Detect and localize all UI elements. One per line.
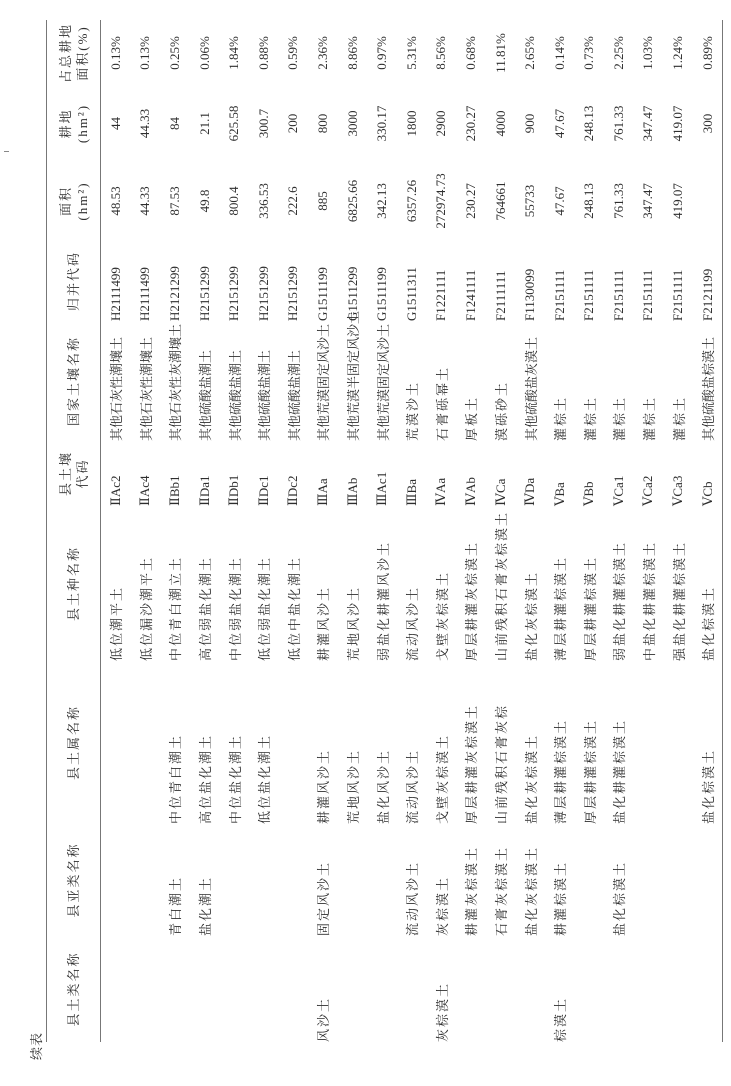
header-label: 归并代码 [66,251,81,312]
cell-county-soil-class [634,936,664,1042]
cell-area: 55733 [522,184,538,218]
cell-national-soil-name: 其他荒漠半固定风沙土 [346,310,362,441]
cell-national-soil-name: 灌棕土 [553,395,569,441]
cell-cultivated-share: 0.68% [462,36,478,70]
cell-national-soil-name: 石膏砾幂土 [434,365,450,441]
cell-national-soil-name: 其他硫酸盐潮土 [198,349,214,441]
header-cultivated-share [47,20,101,86]
cell-merge-code: H2151299 [226,266,242,321]
cell-county-soil-class [693,936,723,1042]
header-label: 面积 [57,186,73,217]
cell-county-soil-genus: 盐化灰棕漠土 [523,733,539,824]
cell-merge-code: H2151299 [285,266,301,321]
cell-cultivated-area: 1800 [403,110,419,137]
cell-area: 230.27 [462,183,478,219]
page-mark [4,151,9,152]
table-row [219,20,249,1042]
cell-area: 48.53 [107,186,123,216]
cell-county-soil-species: 流动风沙土 [405,585,421,661]
cell-national-soil-name: 其他硫酸盐潮土 [227,349,243,441]
header-label: 耕地 [57,108,73,139]
cell-area [693,161,723,241]
cell-cultivated-area: 3000 [344,110,360,137]
cell-county-soil-code: ⅤCa1 [610,475,626,506]
table-row [427,20,457,1042]
cell-area: 87.53 [166,186,182,216]
cell-county-soil-species: 低位中盐化潮土 [286,555,302,661]
table-row [456,20,486,1042]
cell-cultivated-share: 1.03% [640,36,656,70]
cell-cultivated-area: 300.7 [255,108,271,139]
table-row [515,20,545,1042]
header-county-soil-genus [47,661,101,824]
cell-county-soil-code: ⅤBb [581,481,597,506]
table-row [367,20,397,1042]
cell-county-soil-code: ⅤCa2 [640,475,656,506]
cell-county-soil-class [575,936,605,1042]
cell-merge-code: F1221111 [433,269,449,321]
cell-cultivated-share: 0.73% [581,36,597,70]
cell-county-soil-code: ⅡBb1 [166,475,182,506]
cell-national-soil-name: 其他硫酸盐棕漠土 [701,336,717,441]
header-label-unit: 代码 [74,458,90,489]
cell-county-subclass: 青白潮土 [168,875,184,936]
cell-county-soil-genus [634,661,664,824]
cell-national-soil-name: 灌棕土 [641,395,657,441]
cell-area: 44.33 [137,186,153,216]
cell-national-soil-name: 其他硫酸盐灰漠土 [523,336,539,441]
cell-county-soil-class [338,936,368,1042]
cell-county-soil-species: 强盐化耕灌棕漠土 [671,540,687,661]
cell-county-soil-species: 中位青白潮立土 [168,555,184,661]
cell-area: 6357.26 [403,179,419,223]
cell-county-soil-genus: 耕灌风沙土 [316,748,332,824]
cell-county-soil-code: ⅡDb1 [226,474,242,506]
cell-area: 248.13 [581,183,597,219]
cell-national-soil-name: 灌棕土 [582,395,598,441]
cell-county-subclass [693,824,723,936]
cell-national-soil-name: 其他硫酸盐潮土 [257,349,273,441]
cell-cultivated-share: 0.13% [107,36,123,70]
cell-county-soil-species: 弱盐化耕灌风沙土 [375,540,391,661]
cell-area: 347.47 [640,183,656,219]
cell-cultivated-area: 44.33 [137,108,153,139]
header-label: 县土类名称 [66,951,81,1027]
cell-area: 764661 [492,181,508,221]
cell-county-soil-genus: 中位青白潮土 [168,733,184,824]
cell-county-subclass [249,824,279,936]
cell-cultivated-area: 300 [699,113,715,134]
cell-county-subclass: 盐化潮土 [198,875,214,936]
cell-county-soil-code: ⅢAa [314,478,330,506]
table-row [160,20,190,1042]
cell-merge-code: F1130099 [522,268,538,321]
cell-merge-code: F2151111 [581,269,597,321]
cell-county-soil-species: 厚层耕灌灰棕漠土 [464,540,480,661]
cell-cultivated-share: 0.89% [699,36,715,70]
cell-merge-code: F2151111 [551,269,567,321]
cell-cultivated-share: 0.13% [137,36,153,70]
cell-national-soil-name: 其他石灰性灰潮壤土 [168,323,184,441]
cell-county-soil-code: ⅣAb [462,477,478,506]
table-row [604,20,634,1042]
cell-area: 800.4 [226,186,242,216]
cell-county-soil-genus: 荒地风沙土 [346,748,362,824]
cell-county-soil-species: 山前残积石膏灰棕漠土 [494,510,510,661]
cell-county-soil-code: ⅤCb [699,481,715,506]
cell-cultivated-area: 347.47 [640,105,656,142]
cell-county-soil-species: 低位弱盐化潮土 [257,555,273,661]
cell-county-soil-species: 低位漏沙潮平土 [138,555,154,661]
header-county-soil-class [47,936,101,1042]
cell-area: 761.33 [610,183,626,219]
cell-county-soil-class [160,936,190,1042]
header-merge-code [47,241,101,321]
cell-county-soil-genus: 盐化风沙土 [375,748,391,824]
cell-national-soil-name: 其他荒漠固定风沙土 [316,323,332,441]
cell-county-soil-class [397,936,427,1042]
cell-county-soil-class [367,936,397,1042]
cell-county-soil-code: ⅡDa1 [196,475,212,506]
cell-county-subclass [101,824,131,936]
cell-county-soil-class [249,936,279,1042]
cell-cultivated-area: 800 [314,113,330,134]
cell-county-soil-genus: 盐化耕灌棕漠土 [612,718,628,824]
cell-national-soil-name: 其他石灰性潮壤土 [109,336,125,441]
cell-area: 47.67 [551,186,567,216]
cell-county-subclass [131,824,161,936]
table-row [338,20,368,1042]
cell-merge-code: H2111499 [137,267,153,321]
cell-cultivated-area: 44 [107,117,123,130]
cell-county-soil-genus: 薄层耕灌棕漠土 [553,718,569,824]
cell-county-soil-genus [663,661,693,824]
cell-merge-code: F2151111 [610,269,626,321]
header-national-soil-name [47,321,101,441]
cell-cultivated-area: 84 [166,117,182,130]
header-area [47,161,101,241]
cell-county-soil-genus: 山前残积石膏灰棕 [494,703,510,824]
cell-county-soil-genus: 厚层耕灌棕漠土 [582,718,598,824]
header-cultivated-area [47,86,101,161]
cell-merge-code: H2121299 [166,266,182,321]
cell-county-soil-code: ⅤBa [551,482,567,506]
cell-county-subclass: 石膏灰棕漠土 [494,845,510,936]
header-label-unit: (hm²) [74,103,90,144]
table-row [486,20,516,1042]
table-caption: 续表 [29,1031,44,1060]
cell-county-soil-genus: 中位盐化潮土 [227,733,243,824]
cell-county-soil-class [131,936,161,1042]
cell-county-soil-species: 盐化灰棕漠土 [523,570,539,661]
cell-county-soil-code: ⅢAb [344,477,360,506]
cell-county-soil-class: 灰棕漠土 [434,981,450,1042]
cell-county-soil-genus [131,661,161,824]
cell-county-soil-species: 盐化棕漠土 [701,585,717,661]
cell-national-soil-name: 灌棕土 [671,395,687,441]
cell-cultivated-area: 900 [522,113,538,134]
cell-cultivated-share: 0.88% [255,36,271,70]
cell-county-subclass [338,824,368,936]
header-label-unit: (hm²) [74,181,90,221]
cell-merge-code: G1511311 [403,267,419,321]
cell-national-soil-name: 其他荒漠固定风沙土 [375,323,391,441]
cell-cultivated-area: 248.13 [581,105,597,142]
cell-county-subclass [219,824,249,936]
cell-national-soil-name: 厚板土 [464,395,480,441]
cell-cultivated-area: 330.17 [374,105,390,142]
cell-county-soil-class [604,936,634,1042]
header-label: 县土属名称 [66,705,81,781]
cell-merge-code: H2151299 [255,266,271,321]
cell-county-soil-species: 低位潮平土 [109,585,125,661]
cell-cultivated-area: 230.27 [462,105,478,142]
header-label: 国家土壤名称 [66,336,81,427]
table-row [190,20,220,1042]
cell-area: 222.6 [285,186,301,216]
cell-county-soil-class [486,936,516,1042]
cell-county-subclass: 耕灌灰棕漠土 [464,845,480,936]
cell-county-soil-code: ⅣAa [433,477,449,506]
cell-county-soil-code: ⅡDc2 [285,475,301,506]
cell-county-soil-species: 弱盐化耕灌棕漠土 [612,540,628,661]
cell-county-soil-class [279,936,309,1042]
table-row [545,20,575,1042]
cell-county-soil-class: 风沙土 [316,996,332,1042]
cell-area: 272974.73 [433,173,449,229]
cell-cultivated-area: 47.67 [551,108,567,139]
table-row [693,20,723,1042]
cell-county-soil-code: ⅡDc1 [255,475,271,506]
cell-county-soil-code: ⅣCa [492,478,508,506]
cell-county-subclass: 盐化灰棕漠土 [523,845,539,936]
header-label: 县土壤 [57,451,73,497]
cell-merge-code: F2151111 [670,269,686,321]
cell-county-soil-code: ⅡAc2 [107,475,123,506]
cell-cultivated-area: 2900 [433,110,449,137]
table-row [131,20,161,1042]
cell-cultivated-area: 419.07 [670,105,686,142]
table-body [101,20,723,1042]
cell-county-soil-species: 耕灌风沙土 [316,585,332,661]
cell-cultivated-share: 2.25% [610,36,626,70]
cell-county-soil-code: ⅡAc4 [137,475,153,506]
cell-county-soil-species: 戈壁灰棕漠土 [434,570,450,661]
cell-cultivated-share: 0.06% [196,36,212,70]
cell-cultivated-share: 0.25% [166,36,182,70]
cell-merge-code: F2121199 [699,268,715,321]
cell-merge-code: F1241111 [462,269,478,321]
cell-merge-code: F2151111 [640,269,656,321]
cell-county-subclass [575,824,605,936]
cell-national-soil-name: 荒漠沙土 [405,380,421,441]
cell-cultivated-share: 5.31% [403,36,419,70]
table-row [308,20,338,1042]
cell-national-soil-name: 其他硫酸盐潮土 [286,349,302,441]
cell-county-soil-class [101,936,131,1042]
cell-national-soil-name: 灌棕土 [612,395,628,441]
cell-county-soil-class [515,936,545,1042]
cell-cultivated-share: 11.81% [492,33,508,73]
cell-county-soil-code: ⅤCa3 [670,475,686,506]
cell-area: 49.8 [196,189,212,213]
header-label: 县亚类名称 [66,842,81,918]
cell-cultivated-share: 0.97% [374,36,390,70]
cell-county-soil-class [663,936,693,1042]
cell-county-subclass [634,824,664,936]
cell-merge-code: H2151299 [196,266,212,321]
cell-county-subclass [279,824,309,936]
cell-cultivated-share: 0.14% [551,36,567,70]
cell-county-soil-class: 棕漠土 [553,996,569,1042]
header-county-soil-code [47,441,101,506]
cell-county-soil-code: ⅢAc1 [374,471,390,506]
cell-cultivated-share: 1.24% [670,36,686,70]
cell-area: 336.53 [255,183,271,219]
cell-county-subclass [663,824,693,936]
cell-merge-code: F2111111 [492,270,508,321]
cell-county-subclass [367,824,397,936]
table-row [249,20,279,1042]
cell-county-soil-species: 荒地风沙土 [346,585,362,661]
cell-county-soil-code: ⅢBa [403,479,419,506]
cell-county-soil-class [219,936,249,1042]
cell-county-soil-genus: 戈壁灰棕漠土 [434,733,450,824]
cell-cultivated-area: 21.1 [196,112,212,135]
cell-cultivated-area: 761.33 [610,105,626,142]
cell-county-soil-code: ⅣDa [522,477,538,506]
cell-county-soil-species: 中盐化耕灌棕漠土 [641,540,657,661]
table-row [663,20,693,1042]
cell-county-soil-class [456,936,486,1042]
table-row [279,20,309,1042]
header-row [47,20,101,1042]
cell-county-soil-genus: 高位盐化潮土 [198,733,214,824]
cell-area: 419.07 [670,183,686,219]
cell-cultivated-share: 8.56% [433,36,449,70]
cell-county-subclass: 固定风沙土 [316,860,332,936]
table-row [397,20,427,1042]
table-row [634,20,664,1042]
cell-cultivated-share: 2.65% [522,36,538,70]
table-row [575,20,605,1042]
cell-cultivated-share: 2.36% [314,36,330,70]
cell-area: 6825.66 [344,179,360,223]
cell-county-subclass: 灰棕漠土 [434,875,450,936]
cell-cultivated-area: 625.58 [226,105,242,142]
header-county-subclass [47,824,101,936]
cell-merge-code: G1511199 [314,267,330,321]
cell-cultivated-share: 0.59% [285,36,301,70]
cell-county-soil-species: 中位弱盐化潮土 [227,555,243,661]
cell-county-subclass: 耕灌棕漠土 [553,860,569,936]
header-label-unit: 面积(%) [74,25,90,81]
cell-national-soil-name: 其他石灰性潮壤土 [138,336,154,441]
cell-county-subclass: 盐化棕漠土 [612,860,628,936]
cell-cultivated-area: 200 [285,113,301,134]
cell-merge-code: G1511299 [344,266,360,321]
cell-county-soil-genus [279,661,309,824]
table-row [101,20,131,1042]
cell-county-soil-species: 高位弱盐化潮土 [198,555,214,661]
cell-national-soil-name: 漠砾砂土 [494,380,510,441]
cell-county-soil-genus: 盐化棕漠土 [701,748,717,824]
soil-table [46,20,723,1042]
cell-area: 342.13 [374,183,390,219]
cell-cultivated-share: 8.86% [344,36,360,70]
cell-county-soil-genus: 流动风沙土 [405,748,421,824]
cell-county-soil-species: 薄层耕灌棕漠土 [553,555,569,661]
cell-merge-code: G1511199 [374,267,390,321]
cell-cultivated-share: 1.84% [226,36,242,70]
header-label: 占总耕地 [57,23,73,84]
cell-county-soil-class [190,936,220,1042]
cell-county-soil-species: 厚层耕灌棕漠土 [582,555,598,661]
header-county-soil-species [47,506,101,661]
cell-county-soil-genus: 低位盐化潮土 [257,733,273,824]
cell-cultivated-area: 4000 [492,110,508,137]
cell-county-subclass: 流动风沙土 [405,860,421,936]
cell-area: 885 [314,191,330,211]
cell-county-soil-genus: 厚层耕灌灰棕漠土 [464,703,480,824]
cell-county-soil-genus [101,661,131,824]
header-label: 县土种名称 [66,546,81,622]
cell-merge-code: H2111499 [107,267,123,321]
